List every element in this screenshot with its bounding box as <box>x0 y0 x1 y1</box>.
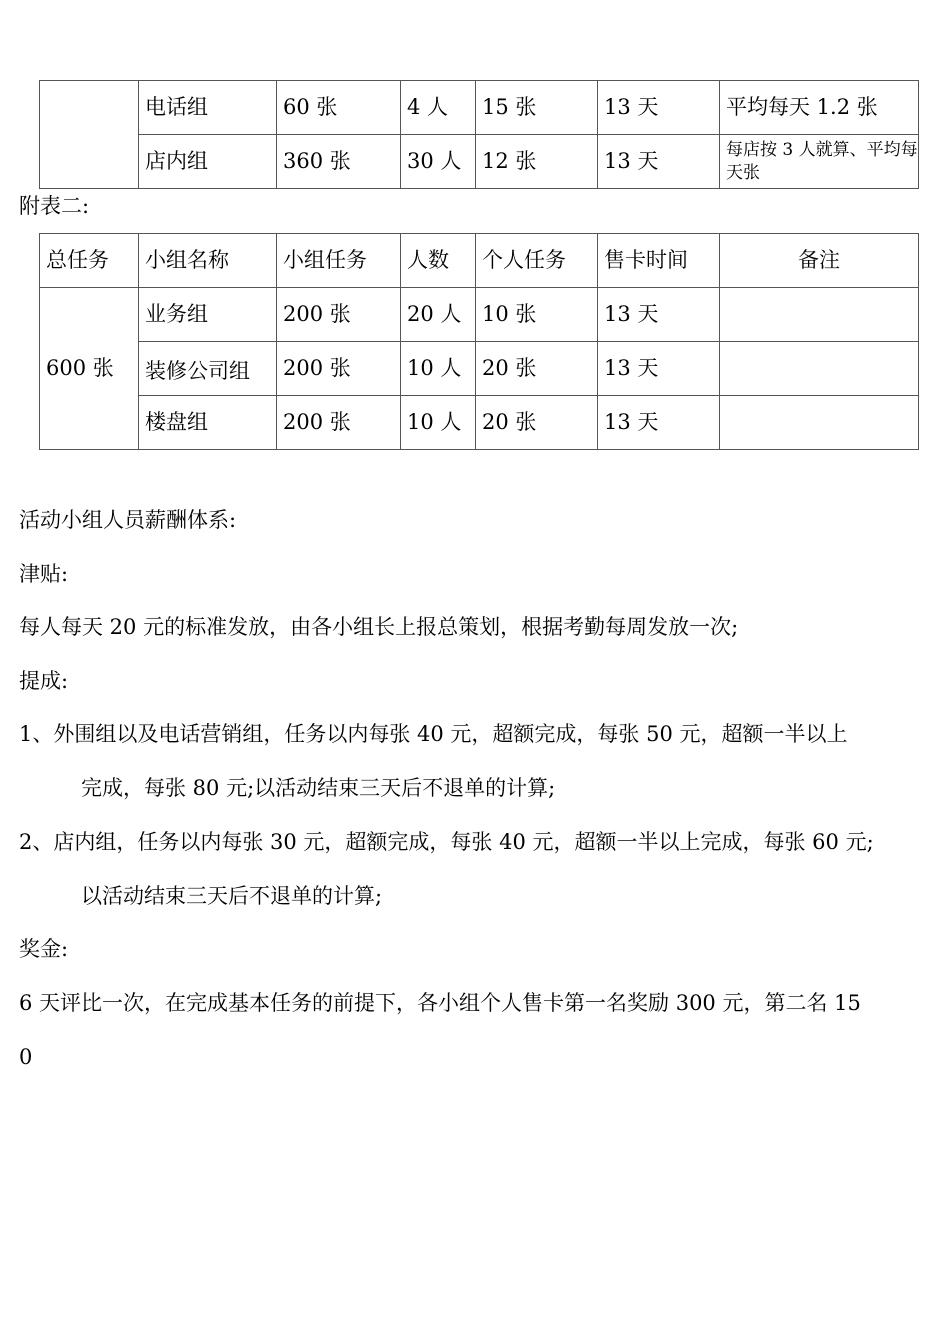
subsection-heading: 提成: <box>19 669 69 693</box>
column-header: 备注 <box>720 234 919 288</box>
table-cell: 业务组 <box>139 288 277 342</box>
table-cell: 60 张 <box>277 81 401 135</box>
table-cell: 15 张 <box>476 81 598 135</box>
table-cell: 360 张 <box>277 135 401 189</box>
table-cell: 200 张 <box>277 396 401 450</box>
group-task-table <box>39 233 919 450</box>
table-row <box>40 342 919 396</box>
table-cell <box>40 81 139 189</box>
table-cell: 13 天 <box>598 396 720 450</box>
column-header: 小组名称 <box>139 234 277 288</box>
table-cell: 13 天 <box>598 288 720 342</box>
table-cell: 10 人 <box>401 342 476 396</box>
total-task-cell: 600 张 <box>40 288 139 450</box>
table-caption: 附表二: <box>19 194 90 218</box>
table-row <box>40 81 919 135</box>
table-cell: 10 人 <box>401 396 476 450</box>
column-header: 小组任务 <box>277 234 401 288</box>
table-row <box>40 396 919 450</box>
table-cell: 每店按 3 人就算、平均每天张 <box>720 135 919 189</box>
table-cell: 12 张 <box>476 135 598 189</box>
section-heading: 活动小组人员薪酬体系: <box>19 508 237 532</box>
table-cell: 20 张 <box>476 342 598 396</box>
table-cell: 13 天 <box>598 135 720 189</box>
table-cell: 10 张 <box>476 288 598 342</box>
table-cell: 4 人 <box>401 81 476 135</box>
column-header: 售卡时间 <box>598 234 720 288</box>
subsection-heading: 奖金: <box>19 937 69 961</box>
table-header-row <box>40 234 919 288</box>
table-cell <box>720 288 919 342</box>
table-cell: 店内组 <box>139 135 277 189</box>
table-cell: 电话组 <box>139 81 277 135</box>
table-row <box>40 288 919 342</box>
paragraph: 2、店内组，任务以内每张 30 元，超额完成，每张 40 元，超额一半以上完成，每张 60 元; <box>19 830 874 854</box>
paragraph: 以活动结束三天后不退单的计算; <box>81 884 383 908</box>
paragraph: 6 天评比一次，在完成基本任务的前提下，各小组个人售卡第一名奖励 300 元，第二名 15 <box>19 991 861 1015</box>
paragraph: 每人每天 20 元的标准发放，由各小组长上报总策划，根据考勤每周发放一次; <box>19 615 739 639</box>
paragraph: 完成，每张 80 元;以活动结束三天后不退单的计算; <box>81 776 556 800</box>
table-cell: 200 张 <box>277 342 401 396</box>
table-cell: 20 张 <box>476 396 598 450</box>
subsection-heading: 津贴: <box>19 562 69 586</box>
table-cell <box>720 396 919 450</box>
column-header: 个人任务 <box>476 234 598 288</box>
table-cell: 装修公司组 <box>139 342 277 396</box>
table-cell: 平均每天 1.2 张 <box>720 81 919 135</box>
paragraph: 0 <box>19 1045 33 1069</box>
column-header: 人数 <box>401 234 476 288</box>
table-cell <box>720 342 919 396</box>
table-cell: 13 天 <box>598 81 720 135</box>
table-cell: 200 张 <box>277 288 401 342</box>
paragraph: 1、外围组以及电话营销组，任务以内每张 40 元，超额完成，每张 50 元，超额一半以上 <box>19 722 848 746</box>
table-cell: 20 人 <box>401 288 476 342</box>
table-row <box>40 135 919 189</box>
table-cell: 楼盘组 <box>139 396 277 450</box>
column-header: 总任务 <box>40 234 139 288</box>
table-cell: 13 天 <box>598 342 720 396</box>
table-cell: 30 人 <box>401 135 476 189</box>
group-task-table-continued <box>39 80 919 189</box>
